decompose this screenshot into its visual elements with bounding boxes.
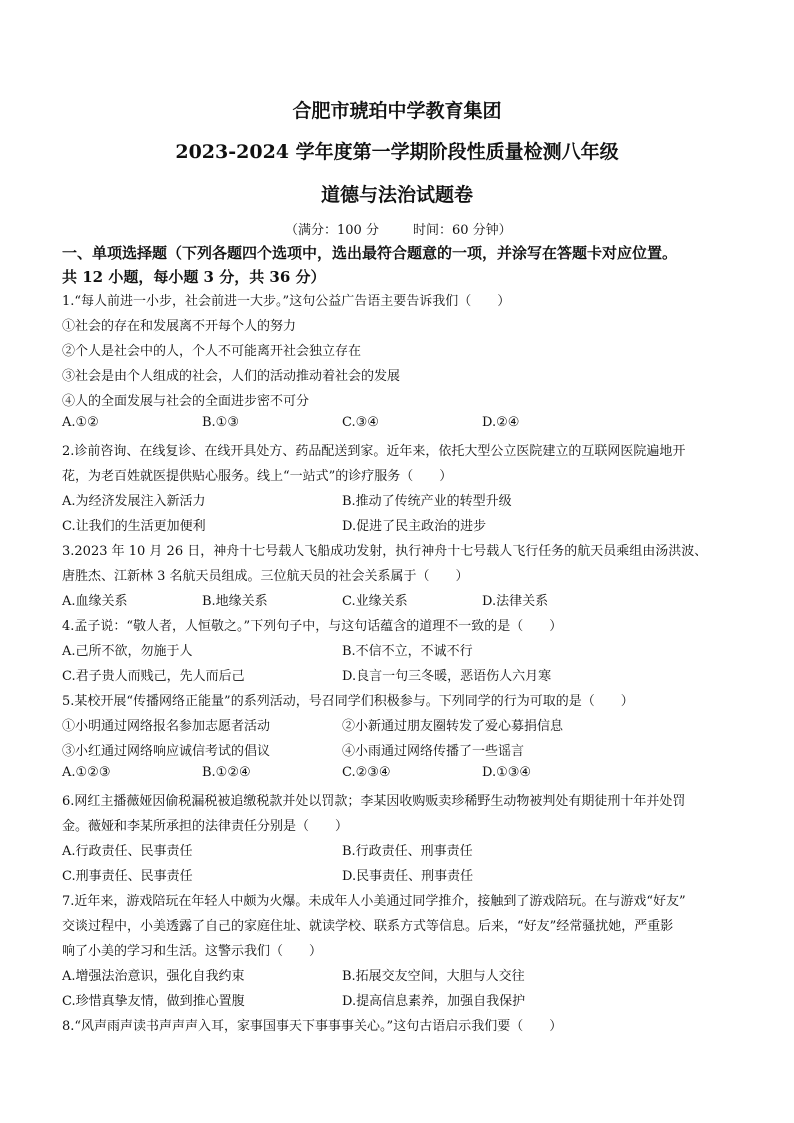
section-heading-cont: 共 12 小题，每小题 3 分，共 36 分） [62, 268, 326, 286]
statement: ②个人是社会中的人，个人不可能离开社会独立存在 [62, 344, 362, 359]
option-c: C.刑事责任、民事责任 [62, 869, 193, 884]
full-score: （满分：100 分 [285, 223, 379, 238]
option-b: B.行政责任、刑事责任 [342, 844, 473, 859]
statement: ①小明通过网络报名参加志愿者活动 [62, 719, 271, 734]
option-c: C.珍惜真挚友情，做到推心置腹 [62, 994, 245, 1009]
term-title: 2023-2024 学年度第一学期阶段性质量检测八年级 [175, 141, 619, 163]
option-a: A.①②③ [62, 765, 111, 780]
question-stem-cont: 花，为老百姓就医提供贴心服务。线上“一站式”的诊疗服务（ ） [62, 469, 453, 484]
option-b: B.不信不立，不诚不行 [342, 644, 473, 659]
option-c: C.②③④ [342, 765, 391, 780]
statement: ③社会是由个人组成的社会，人们的活动推动着社会的发展 [62, 369, 401, 384]
option-d: D.①③④ [482, 765, 532, 780]
option-b: B.拓展交友空间，大胆与人交往 [342, 969, 525, 984]
question-stem-cont: 唐胜杰、江新林 3 名航天员组成。三位航天员的社会关系属于（ ） [62, 569, 469, 584]
statement: ②小新通过朋友圈转发了爱心募捐信息 [342, 719, 564, 734]
option-a: A.己所不欲，勿施于人 [62, 644, 193, 659]
section-heading: 一、单项选择题（下列各题四个选项中，选出最符合题意的一项，并涂写在答题卡对应位置。 [62, 244, 678, 262]
question-stem: 3.2023 年 10 月 26 日，神舟十七号载人飞船成功发射，执行神舟十七号载人飞行任务的航天员乘组由汤洪波、 [62, 544, 708, 559]
option-c: C.让我们的生活更加便利 [62, 519, 206, 534]
exam-time: 时间：60 分钟） [413, 223, 512, 238]
option-d: D.民事责任、刑事责任 [342, 869, 474, 884]
statement: ①社会的存在和发展离不开每个人的努力 [62, 319, 297, 334]
school-title: 合肥市琥珀中学教育集团 [292, 100, 502, 122]
option-a: A.行政责任、民事责任 [62, 844, 193, 859]
option-b: B.①③ [202, 415, 239, 430]
option-a: A.血缘关系 [62, 594, 128, 609]
option-d: D.促进了民主政治的进步 [342, 519, 487, 534]
option-a: A.①② [62, 415, 99, 430]
question-stem: 5.某校开展“传播网络正能量”的系列活动，号召同学们积极参与。下列同学的行为可取的是（ ） [62, 694, 634, 709]
option-a: A.增强法治意识，强化自我约束 [62, 969, 245, 984]
option-d: D.法律关系 [482, 594, 549, 609]
option-b: B.①②④ [202, 765, 251, 780]
subject-title: 道德与法治试题卷 [320, 184, 473, 206]
question-stem: 7.近年来，游戏陪玩在年轻人中颇为火爆。未成年人小美通过同学推介，接触到了游戏陪玩。在与游戏“好友” [62, 894, 686, 909]
option-d: D.②④ [482, 415, 520, 430]
statement: ③小红通过网络响应诚信考试的倡议 [62, 744, 271, 759]
option-d: D.良言一句三冬暖，恶语伤人六月寒 [342, 669, 552, 684]
option-c: C.③④ [342, 415, 379, 430]
option-d: D.提高信息素养，加强自我保护 [342, 994, 526, 1009]
option-c: C.业缘关系 [342, 594, 408, 609]
option-b: B.推动了传统产业的转型升级 [342, 494, 512, 509]
question-stem: 8.“风声雨声读书声声声入耳，家事国事天下事事事关心。”这句古语启示我们要（ ） [62, 1019, 563, 1034]
option-b: B.地缘关系 [202, 594, 268, 609]
question-stem: 1.“每人前进一小步，社会前进一大步。”这句公益广告语主要告诉我们（ ） [62, 294, 511, 309]
question-stem: 6.网红主播薇娅因偷税漏税被追缴税款并处以罚款；李某因收购贩卖珍稀野生动物被判处有期徒刑十年并处罚 [62, 794, 686, 809]
question-stem-cont: 响了小美的学习和生活。这警示我们（ ） [62, 944, 323, 959]
question-stem: 2.诊前咨询、在线复诊、在线开具处方、药品配送到家。近年来，依托大型公立医院建立的互联网医院遍地开 [62, 444, 686, 459]
question-stem-cont: 交谈过程中，小美透露了自己的家庭住址、就读学校、联系方式等信息。后来，“好友”经常骚扰她，严重影 [62, 919, 674, 934]
statement: ④人的全面发展与社会的全面进步密不可分 [62, 394, 310, 409]
statement: ④小雨通过网络传播了一些谣言 [342, 744, 525, 759]
option-c: C.君子贵人而贱己，先人而后己 [62, 669, 245, 684]
question-stem: 4.孟子说：“敬人者，人恒敬之。”下列句子中，与这句话蕴含的道理不一致的是（ ） [62, 619, 563, 634]
option-a: A.为经济发展注入新活力 [62, 494, 206, 509]
question-stem-cont: 金。薇娅和李某所承担的法律责任分别是（ ） [62, 819, 349, 834]
